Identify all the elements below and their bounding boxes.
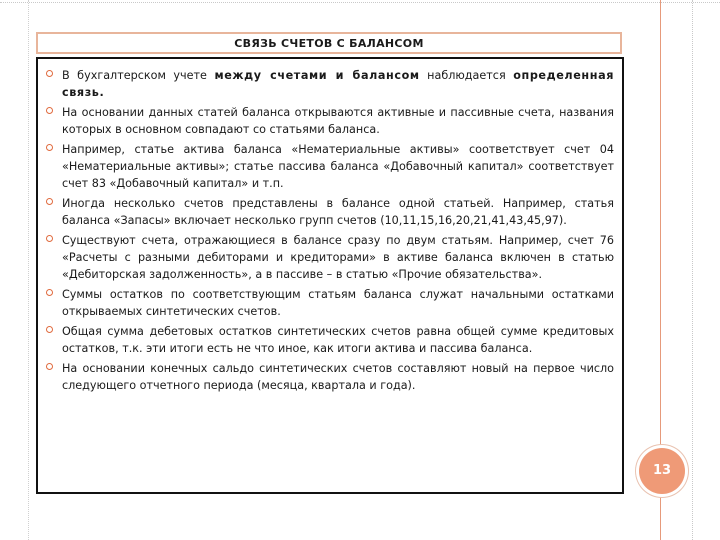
circle-bullet-icon [46,107,53,114]
page-number-badge: 13 [639,448,685,494]
item-text: Существуют счета, отражающиеся в балансе сразу по двум статьям. Например, счет 76 «Расчеты с разными дебиторами и кредиторами» в активе баланса включен в статью «Дебиторская задолженность», а в пассиве – в статью «Прочие обязательства». [62,234,614,281]
item-text: Иногда несколько счетов представлены в балансе одной статьей. Например, статья баланса «Запасы» включает несколько групп счетов (10,11,15,16,20,21,41,43,45,97). [62,197,614,227]
list-item [46,360,614,394]
list-item [46,67,614,101]
item-text: На основании конечных сальдо синтетических счетов составляют новый на первое число следующего отчетного периода (месяца, квартала и года). [62,362,614,392]
circle-bullet-icon [46,144,53,151]
item-text-bold: между счетами и балансом [214,69,420,82]
circle-bullet-icon [46,70,53,77]
left-dotted-rule [28,0,29,540]
circle-bullet-icon [46,235,53,242]
list-item [46,286,614,320]
right-dotted-rule [692,0,693,540]
circle-bullet-icon [46,326,53,333]
item-text-middle: наблюдается [419,69,514,82]
item-text-bold: определенная связь. [62,69,615,99]
circle-bullet-icon [46,363,53,370]
list-item [46,195,614,229]
slide-title: СВЯЗЬ СЧЕТОВ С БАЛАНСОМ [36,32,622,54]
bullet-list [46,67,614,394]
content-frame [36,57,624,494]
item-text: На основании данных статей баланса открываются активные и пассивные счета, названия которых в основном совпадают со статьями баланса. [62,106,614,136]
item-text: Суммы остатков по соответствующим статьям баланса служат начальными остатками открываемых синтетических счетов. [62,288,614,318]
item-text-before: В бухгалтерском учете [62,69,215,82]
list-item [46,104,614,138]
list-item [46,232,614,283]
list-item [46,141,614,192]
item-text: Общая сумма дебетовых остатков синтетических счетов равна общей сумме кредитовых остатков, т.к. эти итоги есть не что иное, как итоги актива и пассива баланса. [62,325,614,355]
item-text: Например, статье актива баланса «Нематериальные активы» соответствует счет 04 «Нематериальные активы»; статье пассива баланса «Добавочный капитал» соответствует счет 83 «Добавочный капитал» и т.п. [62,143,614,190]
circle-bullet-icon [46,289,53,296]
list-item [46,323,614,357]
circle-bullet-icon [46,198,53,205]
top-dotted-rule [0,2,720,3]
